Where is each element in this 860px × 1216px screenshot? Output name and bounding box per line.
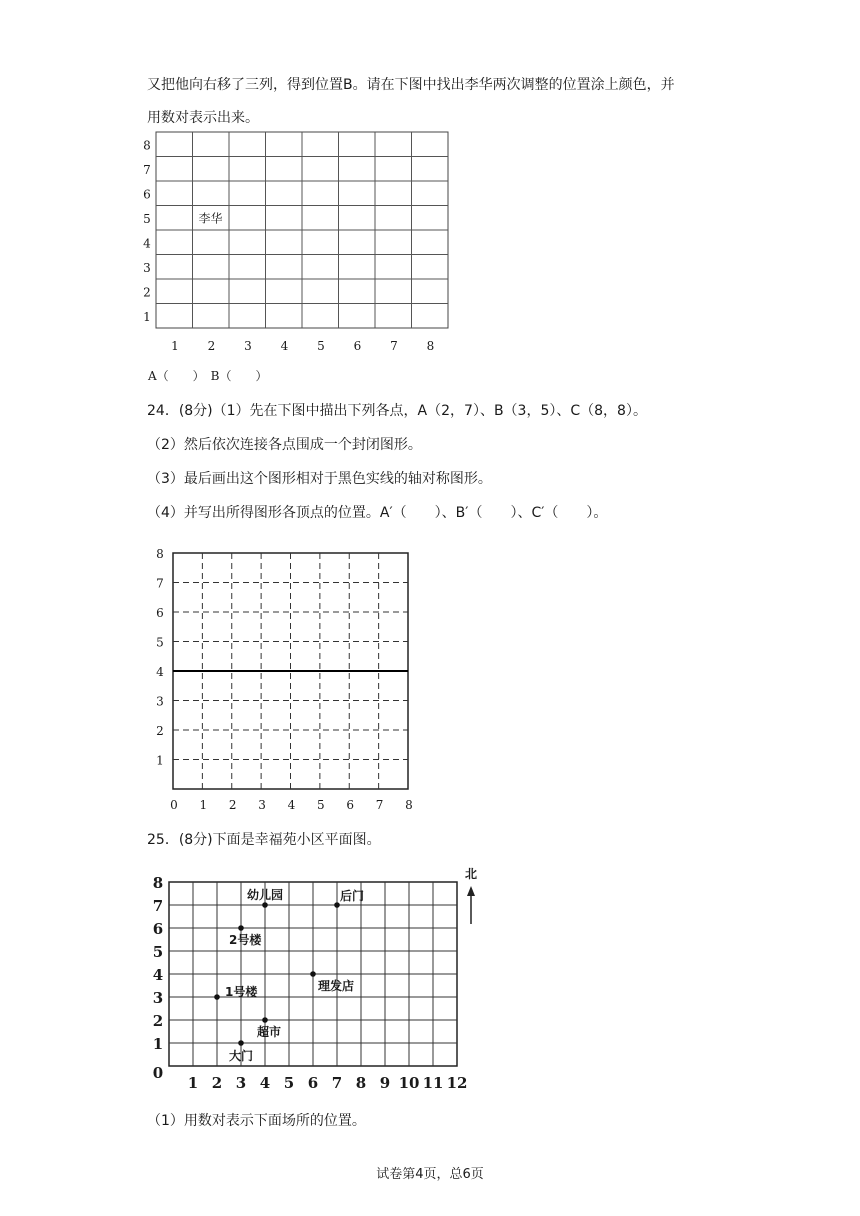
x-tick-label: 2 bbox=[211, 1074, 223, 1092]
q23-text-line2: 用数对表示出来。 bbox=[147, 110, 259, 126]
y-tick-label: 4 bbox=[156, 665, 164, 679]
x-tick-label: 1 bbox=[187, 1074, 199, 1092]
x-tick-label: 5 bbox=[283, 1074, 295, 1092]
x-tick-label: 7 bbox=[331, 1074, 343, 1092]
x-tick-label: 3 bbox=[235, 1074, 247, 1092]
x-tick-label: 4 bbox=[287, 798, 296, 812]
y-tick-label: 7 bbox=[156, 576, 164, 591]
y-tick-label: 8 bbox=[156, 547, 164, 561]
place-point bbox=[238, 1040, 244, 1046]
place-label: 超市 bbox=[257, 1025, 282, 1039]
y-tick-label: 5 bbox=[156, 635, 164, 650]
place-label: 后门 bbox=[340, 889, 365, 903]
x-tick-label: 6 bbox=[353, 339, 362, 353]
x-tick-label: 7 bbox=[375, 798, 384, 812]
x-tick-label: 11 bbox=[422, 1074, 444, 1092]
x-tick-label: 1 bbox=[199, 798, 208, 812]
place-label: 幼儿园 bbox=[247, 888, 284, 902]
x-tick-label: 4 bbox=[259, 1074, 271, 1092]
q24-text-line4: （4）并写出所得图形各顶点的位置。A′（ ）、B′（ ）、C′（ ）。 bbox=[147, 505, 608, 521]
x-tick-label: 2 bbox=[207, 339, 216, 353]
y-tick-label: 5 bbox=[152, 943, 164, 961]
x-tick-label: 8 bbox=[355, 1074, 367, 1092]
y-tick-label: 3 bbox=[143, 261, 151, 275]
place-point bbox=[262, 1017, 268, 1023]
y-tick-label: 2 bbox=[143, 285, 151, 300]
x-tick-label: 5 bbox=[317, 798, 325, 812]
place-point bbox=[262, 902, 268, 908]
y-tick-label: 6 bbox=[143, 187, 151, 202]
q24-text-line2: （2）然后依次连接各点围成一个封闭图形。 bbox=[147, 437, 422, 453]
q23-seat-grid bbox=[140, 132, 460, 362]
x-tick-label: 3 bbox=[258, 798, 266, 812]
x-tick-label: 8 bbox=[405, 798, 413, 812]
place-label: 2号楼 bbox=[229, 933, 262, 947]
q25-text-line1: 25．(8分)下面是幸福苑小区平面图。 bbox=[147, 832, 381, 848]
x-tick-label: 5 bbox=[317, 339, 325, 353]
y-tick-label: 5 bbox=[143, 212, 151, 226]
x-tick-label: 9 bbox=[379, 1074, 391, 1092]
place-label: 理发店 bbox=[318, 979, 355, 993]
x-tick-label: 6 bbox=[346, 798, 355, 812]
x-tick-label: 2 bbox=[228, 798, 237, 812]
north-label: 北 bbox=[464, 867, 478, 881]
y-tick-label: 8 bbox=[152, 874, 164, 892]
y-tick-label: 6 bbox=[156, 606, 164, 620]
q25-sub1-text: （1）用数对表示下面场所的位置。 bbox=[147, 1113, 366, 1129]
place-point bbox=[238, 925, 244, 931]
y-tick-label: 4 bbox=[152, 966, 164, 984]
x-tick-label: 6 bbox=[307, 1074, 319, 1092]
y-tick-label: 1 bbox=[143, 310, 151, 324]
y-tick-label: 6 bbox=[152, 920, 164, 938]
page-footer: 试卷第4页，总6页 bbox=[376, 1167, 484, 1182]
x-tick-label: 3 bbox=[244, 339, 252, 353]
place-point bbox=[310, 971, 316, 977]
y-tick-label: 7 bbox=[143, 163, 151, 177]
cell-label-lihua: 李华 bbox=[198, 211, 223, 226]
x-tick-label: 4 bbox=[280, 339, 289, 353]
q24-coordinate-grid bbox=[145, 540, 435, 820]
q24-text-line3: （3）最后画出这个图形相对于黑色实线的轴对称图形。 bbox=[147, 471, 492, 487]
y-tick-label: 2 bbox=[156, 724, 164, 738]
x-tick-label: 7 bbox=[390, 339, 398, 353]
q23-answer-blanks: A（ ） B（ ） bbox=[148, 369, 268, 383]
y-tick-label: 7 bbox=[152, 897, 164, 915]
origin-label: 0 bbox=[152, 1064, 164, 1082]
place-label: 大门 bbox=[229, 1049, 254, 1063]
x-tick-label: 0 bbox=[170, 798, 178, 812]
y-tick-label: 3 bbox=[152, 989, 164, 1007]
y-tick-label: 4 bbox=[143, 236, 151, 251]
place-point bbox=[214, 994, 220, 1000]
x-tick-label: 12 bbox=[446, 1074, 468, 1092]
y-tick-label: 8 bbox=[143, 138, 151, 153]
x-tick-label: 8 bbox=[426, 339, 435, 353]
x-tick-label: 1 bbox=[171, 339, 179, 353]
place-label: 1号楼 bbox=[225, 985, 258, 999]
north-arrowhead bbox=[467, 886, 475, 896]
y-tick-label: 1 bbox=[152, 1035, 164, 1053]
y-tick-label: 3 bbox=[156, 694, 164, 709]
y-tick-label: 2 bbox=[152, 1012, 164, 1030]
q23-text-line1: 又把他向右移了三列，得到位置B。请在下图中找出李华两次调整的位置涂上颜色，并 bbox=[147, 77, 675, 93]
place-point bbox=[334, 902, 340, 908]
y-tick-label: 1 bbox=[156, 753, 164, 768]
q25-community-map bbox=[145, 862, 495, 1092]
x-tick-label: 10 bbox=[398, 1074, 420, 1092]
q24-text-line1: 24．(8分)（1）先在下图中描出下列各点，A（2，7）、B（3，5）、C（8，8）。 bbox=[147, 403, 647, 419]
